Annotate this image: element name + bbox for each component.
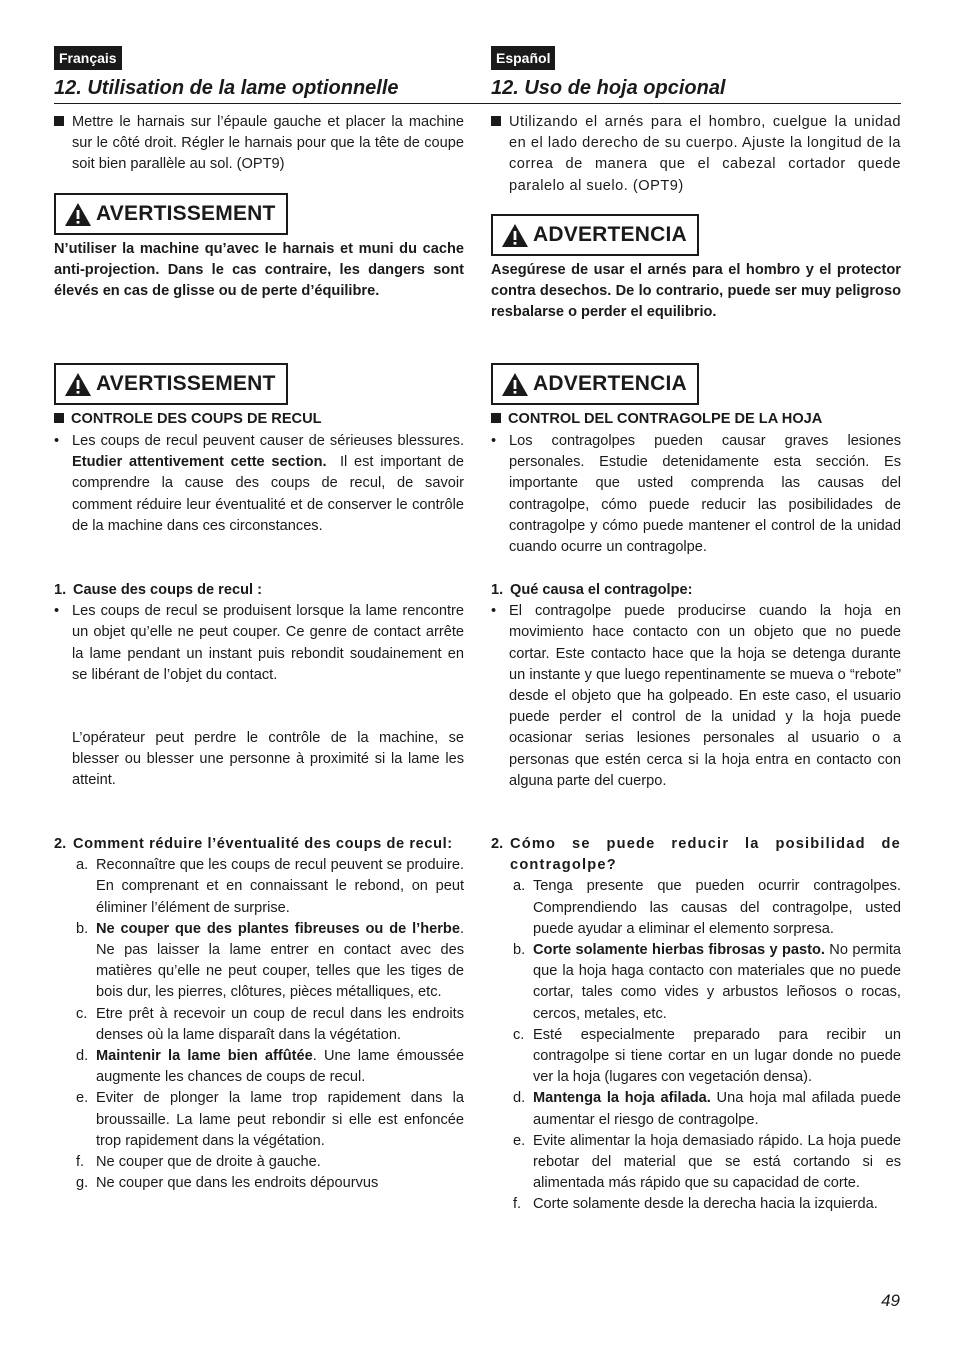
subsection-2-title-spanish: 2. Cómo se puede reducir la posibilidad de contragolpe? xyxy=(491,836,901,874)
section-title-french: 12. Utilisation de la lame optionnelle xyxy=(54,77,399,99)
subsection-1-bullet-french: • Les coups de recul se produisent lorsque la lame rencontre un objet qu’elle ne peut couper. Ce genre de contact arrête la lame pendant un instant puis rebondit soudainement en se libérant de l’objet du contact. xyxy=(54,603,464,683)
warning-label: ADVERTENCIA xyxy=(533,372,687,395)
list-spanish xyxy=(491,876,901,1215)
list-item: f. Corte solamente desde la derecha hacia la izquierda. xyxy=(513,1196,878,1213)
warning-triangle-icon xyxy=(64,372,92,397)
list-item: d. Maintenir la lame bien affûtée. Une lame émoussée augmente les chances de coups de recul. xyxy=(76,1048,464,1086)
warning-text-1-french: N’utiliser la machine qu’avec le harnais et muni du cache anti-projection. Dans le cas contraire, les dangers sont élevés en cas de glisse ou de perte d’équilibre. xyxy=(54,241,464,300)
list-item: g. Ne couper que dans les endroits dépourvus xyxy=(76,1175,379,1192)
column-french xyxy=(54,46,464,1192)
page-number: 49 xyxy=(881,1291,900,1310)
list-item: e. Eviter de plonger la lame trop rapidement dans la broussaille. La lame peut rebondir si elle est enfoncée trop rapidement dans la végétation. xyxy=(76,1090,464,1149)
intro-french: Mettre le harnais sur l’épaule gauche et placer la machine sur le côté droit. Régler le harnais pour que la tête de coupe soit bien parallèle au sol. (OPT9) xyxy=(54,112,464,176)
list-item: c. Esté especialmente preparado para recibir un contragolpe si tiene cortar en un lugar donde no puede ver la hoja (lugares con vegetación densa). xyxy=(513,1026,901,1086)
square-bullet-icon xyxy=(54,413,64,423)
warning-triangle-icon xyxy=(501,223,529,248)
warning-triangle-icon xyxy=(64,202,92,227)
warning-triangle-icon xyxy=(501,372,529,397)
subsection-1-title-spanish: 1. Qué causa el contragolpe: xyxy=(491,582,693,598)
language-badge-spanish: Español xyxy=(491,46,555,70)
square-bullet-icon xyxy=(491,116,501,126)
warning-box-1-spanish xyxy=(491,214,699,256)
warning-label: AVERTISSEMENT xyxy=(96,372,276,395)
list-item: b. Corte solamente hierbas fibrosas y pasto. No permita que la hoja haga contacto con materiales que no puede cortar, tales como vides y arbustos leñosos o rocas, cercos, metales, etc. xyxy=(513,942,901,1022)
list-item: f. Ne couper que de droite à gauche. xyxy=(76,1154,321,1171)
warning-text-1-spanish: Asegúrese de usar el arnés para el hombro y el protector contra desechos. De lo contrario, puede ser muy peligroso resbalarse o perder el equilibrio. xyxy=(491,262,901,321)
bullet-spanish: • Los contragolpes pueden causar graves lesiones personales. Estudie detenidamente esta sección. Es importante que usted comprenda las causas del contragolpe, cómo puede reducir las posibilidades de contragolpe y cómo puede mantener el control de la unidad cuando ocurre un contragolpe. xyxy=(491,433,901,556)
header-rule xyxy=(54,103,901,104)
list-item: e. Evite alimentar la hoja demasiado rápido. La hoja puede rebotar del material que se está cortando si es alimentada más rápido que su capacidad de corte. xyxy=(513,1132,901,1192)
bullet-french: • Les coups de recul peuvent causer de sérieuses blessures. Etudier attentivement cette section. Il est important de comprendre la cause des coups de recul, de savoir comment réduire leur éventualité et de conserver le contrôle de la machine dans ces circonstances. xyxy=(54,433,464,534)
column-spanish xyxy=(491,46,901,1213)
warning-label: ADVERTENCIA xyxy=(533,223,687,246)
warning-box-2-spanish xyxy=(491,363,699,405)
list-item: b. Ne couper que des plantes fibreuses ou de l’herbe. Ne pas laisser la lame entrer en contact avec des matières qu’elle ne peut couper, telles que les tiges de bois dur, les pierres, clôtures, pièces métalliques, etc. xyxy=(76,920,464,1001)
warning-box-2-french xyxy=(54,363,288,405)
intro-spanish: Utilizando el arnés para el hombro, cuelgue la unidad en el lado derecho de su cuerpo. Ajuste la longitud de la correa de manera que el cabezal cortador quede paralelo al suelo. (OPT9) xyxy=(491,112,901,197)
list-item: d. Mantenga la hoja afilada. Una hoja mal afilada puede aumentar el riesgo de contragolpe. xyxy=(513,1090,901,1128)
section-title-spanish: 12. Uso de hoja opcional xyxy=(491,77,726,99)
warning-box-1-french xyxy=(54,193,288,235)
subsection-1-bullet-spanish: • El contragolpe puede producirse cuando la hoja en movimiento hace contacto con un objeto que no puede cortar. Este contacto hace que la hoja se detenga durante un instante y que luego repentinamente se mueva o “rebote” desde el objeto que ha golpeado. En este caso, el usuario puede perder el control de la unidad y la hoja puede ocasionar serias lesiones personales al usuario o a personas que estén cerca si la hoja entra en contacto con alguna parte del cuerpo. xyxy=(491,603,901,789)
list-item: a. Reconnaître que les coups de recul peuvent se produire. En comprenant et en connaissant le rebond, on peut éliminer l’élément de surprise. xyxy=(76,857,464,916)
square-bullet-icon xyxy=(54,116,64,126)
square-bullet-icon xyxy=(491,413,501,423)
list-item: a. Tenga presente que pueden ocurrir contragolpes. Comprendiendo las causas del contragolpe, usted puede ayudar a eliminar el elemento sorpresa. xyxy=(513,878,901,937)
heading-spanish: CONTROL DEL CONTRAGOLPE DE LA HOJA xyxy=(491,409,901,430)
subsection-1-para2-french: L’opérateur peut perdre le contrôle de la machine, se blesser ou blesser une personne à proximité si la lame les atteint. xyxy=(72,730,464,789)
list-item: c. Etre prêt à recevoir un coup de recul dans les endroits denses où la lame disparaît dans la végétation. xyxy=(76,1005,464,1043)
subsection-2-title-french: 2. Comment réduire l’éventualité des coups de recul: xyxy=(54,836,453,852)
heading-french: CONTROLE DES COUPS DE RECUL xyxy=(54,409,464,430)
language-badge-french: Français xyxy=(54,46,122,70)
warning-label: AVERTISSEMENT xyxy=(96,202,276,225)
list-french xyxy=(54,855,464,1194)
subsection-1-title-french: 1. Cause des coups de recul : xyxy=(54,582,262,598)
